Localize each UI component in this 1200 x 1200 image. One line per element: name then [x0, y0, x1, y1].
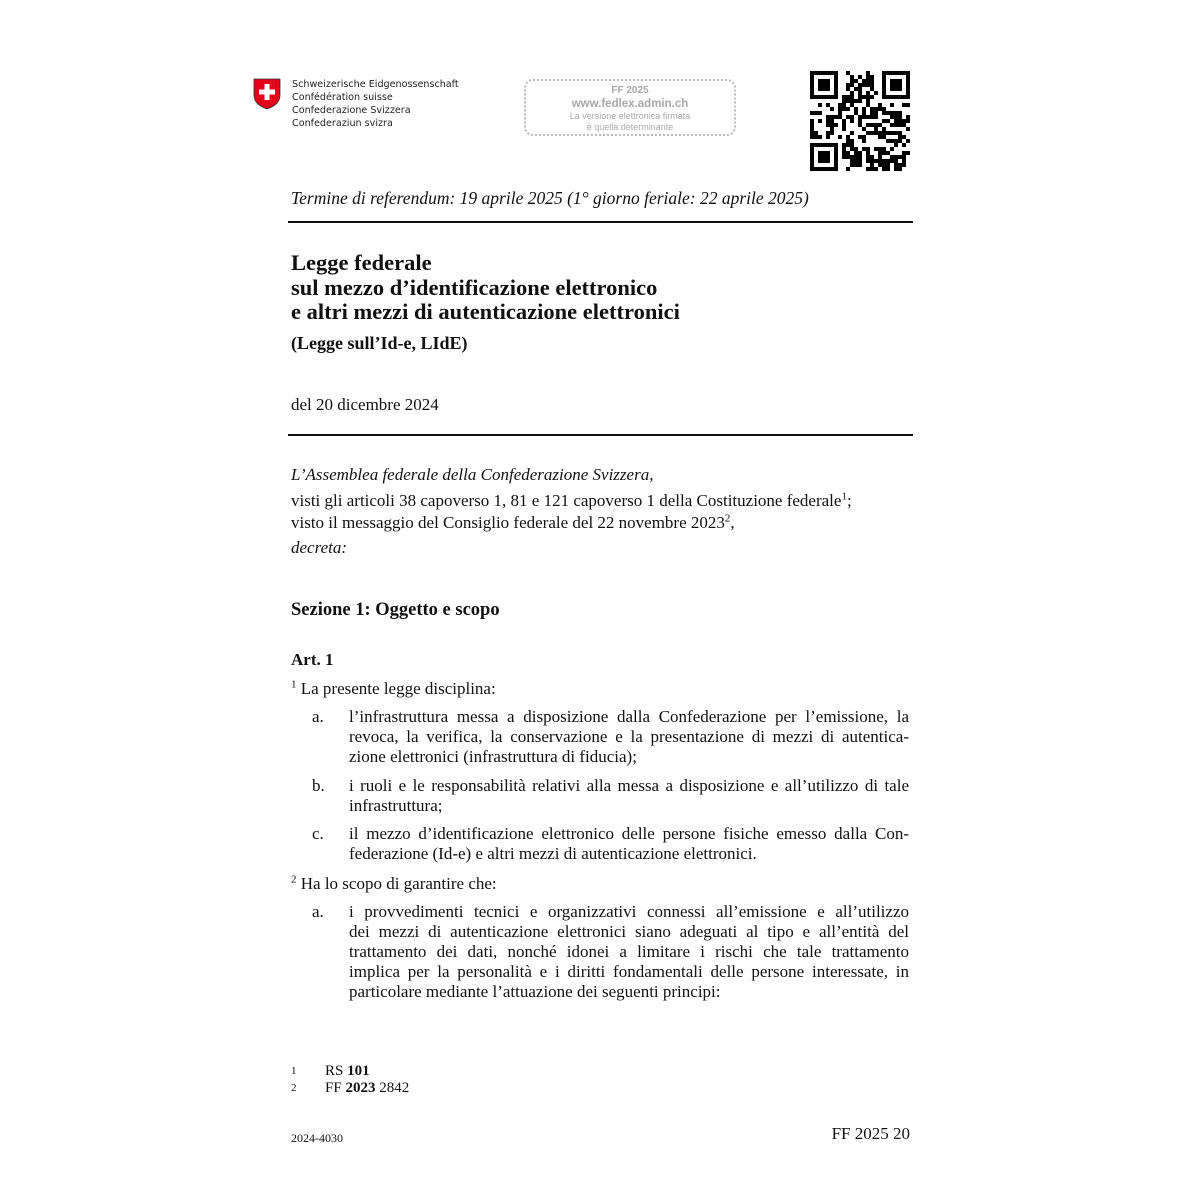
confederation-name-rm: Confederaziun svizra [292, 118, 393, 129]
list-item-letter: c. [312, 824, 324, 843]
preamble-visto-end: , [730, 513, 735, 532]
preamble-visto [291, 513, 735, 533]
page-reference: FF 2025 20 [831, 1124, 910, 1143]
preamble-visti [291, 491, 852, 511]
list-item-letter: a. [312, 902, 324, 921]
referendum-deadline: Termine di referendum: 19 aprile 2025 (1° giorno feriale: 22 aprile 2025) [291, 188, 809, 208]
stamp-line-1: FF 2025 [611, 85, 649, 96]
footnote-bold: 2023 [345, 1080, 376, 1096]
footnote-prefix: RS [325, 1063, 344, 1079]
qr-code-icon [810, 71, 910, 171]
footnote-prefix: FF [325, 1080, 342, 1096]
list-item-letter: b. [312, 776, 325, 795]
list-item-line: i ruoli e le responsabilità relativi alla messa a disposizione e all’utilizzo di tale [349, 776, 909, 795]
paragraph-text: Ha lo scopo di garantire che: [300, 874, 497, 893]
law-date: del 20 dicembre 2024 [291, 395, 439, 414]
divider-top [288, 221, 913, 223]
divider-title [288, 434, 913, 436]
footnote-number: 1 [291, 1065, 297, 1077]
law-title-line-1: Legge federale [291, 250, 432, 275]
list-item-line: infrastruttura; [349, 796, 443, 815]
preamble-decreta: decreta: [291, 538, 348, 557]
list-item-body [349, 776, 909, 816]
preamble-visti-text: visti gli articoli 38 capoverso 1, 81 e 121 capoverso 1 della Costituzione federale [291, 491, 842, 510]
footnote [291, 1080, 409, 1096]
preamble-assembly: L’Assemblea federale della Confederazione Svizzera, [291, 465, 654, 484]
paragraph-1 [291, 679, 496, 699]
footnote [291, 1063, 370, 1079]
list-item-line: zione elettronici (infrastruttura di fiducia); [349, 747, 637, 766]
stamp-line-2: www.fedlex.admin.ch [571, 98, 689, 110]
footnote-ref-2[interactable]: 2 [724, 512, 731, 525]
section-heading: Sezione 1: Oggetto e scopo [291, 600, 500, 620]
list-item-line: particolare mediante l’attuazione dei seguenti principi: [349, 982, 721, 1001]
law-abbreviation: (Legge sull’Id-e, LIdE) [291, 333, 468, 353]
electronic-signature-stamp [524, 79, 736, 136]
paragraph-text: La presente legge disciplina: [300, 679, 496, 698]
list-item-letter: a. [312, 707, 324, 726]
confederation-name-de: Schweizerische Eidgenossenschaft [292, 79, 459, 90]
stamp-line-4: è quella determinante [586, 122, 674, 132]
law-title [291, 251, 680, 325]
list-item-body [349, 902, 909, 1002]
list-item-line: federazione (Id-e) e altri mezzi di autenticazione elettronici. [349, 844, 757, 863]
list-item-line: l’infrastruttura messa a disposizione dalla Confederazione per l’emissione, la [349, 707, 909, 726]
list-item-line: il mezzo d’identificazione elettronico delle persone fisiche emesso dalla Con- [349, 824, 909, 843]
list-item-line: i provvedimenti tecnici e organizzativi connessi all’emissione e all’utilizzo [349, 902, 909, 921]
article-heading: Art. 1 [291, 650, 334, 669]
confederation-name-fr: Confédération suisse [292, 92, 393, 103]
confederation-name-it: Confederazione Svizzera [292, 105, 411, 116]
paragraph-number: 2 [291, 873, 297, 886]
list-item-body [349, 707, 909, 767]
list-item-line: revoca, la verifica, la conservazione e la presentazione di mezzi di autentica- [349, 727, 909, 746]
paragraph-number: 1 [291, 678, 297, 691]
list-item-line: dei mezzi di autenticazione elettronici siano adeguati al tipo e all’entità del [349, 922, 909, 941]
swiss-crest-icon [253, 78, 281, 110]
law-title-line-3: e altri mezzi di autenticazione elettronici [291, 299, 680, 324]
confederation-names [292, 78, 459, 130]
list-item-body [349, 824, 909, 864]
footnote-ref-1[interactable]: 1 [841, 490, 847, 503]
document-code: 2024-4030 [291, 1131, 343, 1145]
stamp-line-3: La versione elettronica firmata [569, 111, 691, 121]
footnote-suffix: 2842 [379, 1080, 410, 1096]
law-title-line-2: sul mezzo d’identificazione elettronico [291, 274, 658, 300]
list-item-line: implica per la personalità e i diritti fondamentali delle persone interessate, in [349, 962, 909, 981]
preamble-visto-text: visto il messaggio del Consiglio federale del 22 novembre 2023 [291, 513, 725, 532]
footnote-bold: 101 [347, 1063, 370, 1079]
paragraph-2 [291, 874, 497, 894]
footnote-number: 2 [291, 1082, 297, 1094]
preamble-visti-end: ; [846, 491, 852, 510]
list-item-line: trattamento dei dati, nonché idonei a limitare i rischi che tale trattamento [349, 942, 909, 961]
